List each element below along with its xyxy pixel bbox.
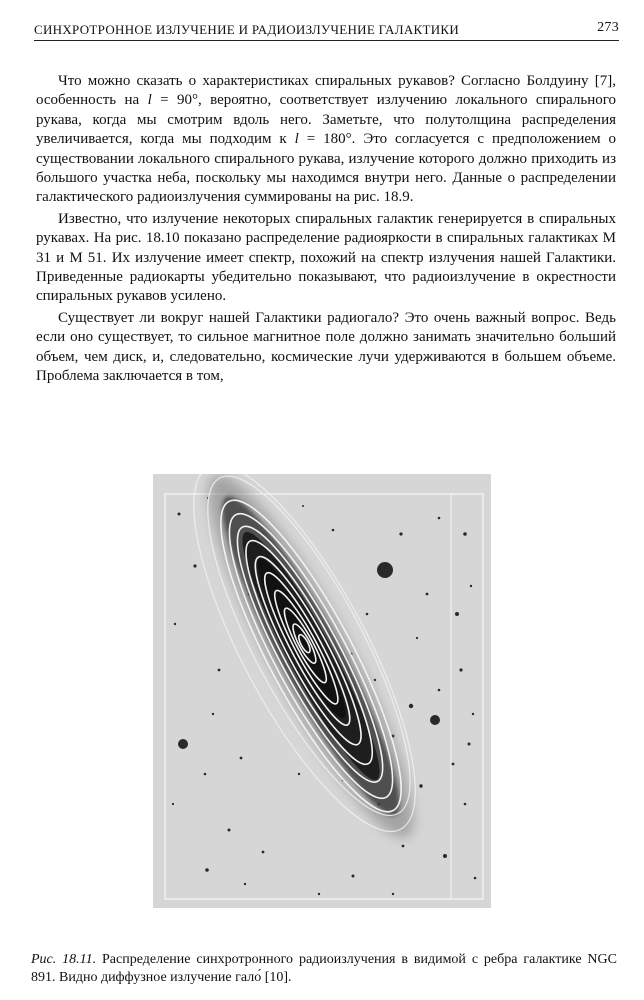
paragraph-1-part-1: Что можно сказать о характеристиках спиральных рукавов? Согласно Болдуину [7], особенность на bbox=[36, 73, 616, 109]
figure-label: Рис. 18.11. bbox=[31, 952, 97, 967]
running-title: СИНХРОТРОННОЕ ИЗЛУЧЕНИЕ И РАДИОИЗЛУЧЕНИЕ ГАЛАКТИКИ bbox=[34, 22, 460, 37]
page-number: 273 bbox=[597, 20, 619, 35]
figure-caption bbox=[31, 951, 617, 987]
body-text bbox=[36, 72, 616, 387]
caption-text: Распределение синхротронного радиоизлучения в видимой с ребра галактике NGC 891. Видно диффузное излучение гало́ [10]. bbox=[31, 952, 617, 985]
longitude-variable: l bbox=[147, 92, 152, 109]
galaxy-radio-map-figure bbox=[153, 474, 491, 908]
paragraph-1 bbox=[36, 72, 616, 208]
longitude-variable: l bbox=[294, 131, 299, 148]
ngc891-image bbox=[153, 474, 491, 908]
running-header bbox=[34, 18, 619, 41]
paragraph-3: Существует ли вокруг нашей Галактики радиогало? Это очень важный вопрос. Ведь если оно существует, то сильное магнитное поле должно занимать значительно больший объем, чем диск, и, следовательно, космические лучи удерживаются в большем объеме. Проблема заключается в том, bbox=[36, 309, 616, 385]
paragraph-1-part-3: = 180°. Это согласуется с предположением о существовании локального спирального рукава, излучение которого должно приходить из большого участка неба, поскольку мы находимся внутри него. Данные о распределении галактического радиоизлучения суммированы на рис. 18.9. bbox=[36, 131, 617, 206]
paragraph-1-part-2: = 90°, вероятно, соответствует излучению локального спирального рукава, когда мы смотрим вдоль него. Заметьте, что полутолщина распределения увеличивается, когда мы подходим к bbox=[36, 92, 616, 148]
paragraph-2: Известно, что излучение некоторых спиральных галактик генерируется в спиральных рукавах. На рис. 18.10 показано распределение радиояркости в спиральных галактиках M 31 и M 51. Их излучение имеет спектр, похожий на спектр излучения нашей Галактики. Приведенные радиокарты убедительно показывают, что радиоизлучение в окрестности спиральных рукавов усилено. bbox=[36, 210, 616, 305]
